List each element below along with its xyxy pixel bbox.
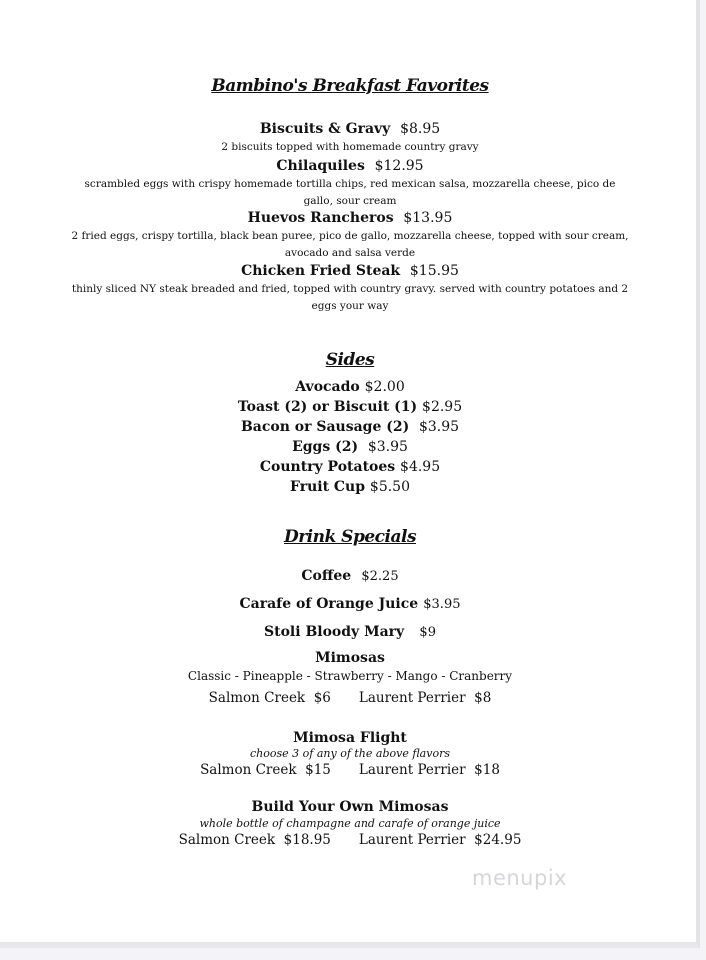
item-desc: thinly sliced NY steak breaded and fried, topped with country gravy. served with country potatoes and 2 eggs your way	[71, 283, 629, 312]
item-name: Huevos Rancheros	[247, 210, 394, 226]
drink-name: Stoli Bloody Mary	[264, 624, 405, 640]
drink-build-your-own	[0, 799, 700, 848]
drink-carafe	[0, 593, 700, 612]
side-price: $3.95	[418, 419, 460, 435]
breakfast-item-chicken-fried-steak	[0, 262, 700, 315]
item-name: Chilaquiles	[276, 158, 365, 174]
item-price: $15.95	[409, 263, 459, 279]
drink-price: $3.95	[423, 597, 461, 612]
breakfast-item-huevos	[0, 209, 700, 262]
menupix-watermark: menupix	[472, 866, 568, 890]
sides-list	[0, 377, 700, 497]
drink-name: Build Your Own Mimosas	[251, 799, 449, 815]
side-name: Country Potatoes	[259, 459, 396, 475]
side-name: Avocado	[295, 379, 360, 395]
flight-option-laurent-perrier: Laurent Perrier $18	[358, 762, 500, 778]
mimosa-option-laurent-perrier: Laurent Perrier $8	[358, 690, 492, 706]
drink-mimosa-flight	[0, 730, 700, 778]
byo-option-salmon-creek: Salmon Creek $18.95	[178, 832, 331, 848]
side-name: Fruit Cup	[290, 479, 366, 495]
byo-note: whole bottle of champagne and carafe of orange juice	[199, 817, 501, 830]
item-price: $8.95	[400, 121, 441, 137]
item-desc: scrambled eggs with crispy homemade tortilla chips, red mexican salsa, mozzarella cheese, pico de gallo, sour cream	[84, 178, 616, 207]
drink-price: $9	[419, 625, 436, 640]
breakfast-heading: Bambino's Breakfast Favorites	[211, 76, 489, 96]
drink-name: Carafe of Orange Juice	[239, 596, 419, 612]
side-price: $2.00	[364, 379, 405, 395]
drinks-heading: Drink Specials	[283, 527, 417, 547]
drink-name: Mimosas	[315, 650, 385, 666]
side-name: Eggs (2)	[292, 439, 359, 455]
flight-note: choose 3 of any of the above flavors	[250, 747, 450, 760]
breakfast-item-chilaquiles	[0, 157, 700, 210]
item-desc: 2 biscuits topped with homemade country gravy	[221, 141, 479, 153]
breakfast-item-biscuits	[0, 120, 700, 156]
flight-option-salmon-creek: Salmon Creek $15	[200, 762, 331, 778]
drink-bloody-mary	[0, 621, 700, 640]
byo-option-laurent-perrier: Laurent Perrier $24.95	[358, 832, 522, 848]
item-desc: 2 fried eggs, crispy tortilla, black bean puree, pico de gallo, mozzarella cheese, topped with sour cream, avocado and salsa verde	[71, 230, 629, 259]
side-name: Bacon or Sausage (2)	[240, 419, 410, 435]
drink-price: $2.25	[361, 569, 399, 584]
item-price: $13.95	[403, 210, 453, 226]
side-price: $2.95	[422, 399, 463, 415]
sides-heading: Sides	[325, 350, 375, 370]
mimosa-flavors: Classic - Pineapple - Strawberry - Mango - Cranberry	[187, 669, 513, 683]
mimosa-option-salmon-creek: Salmon Creek $6	[208, 690, 331, 706]
drink-name: Mimosa Flight	[293, 730, 407, 746]
side-price: $4.95	[400, 459, 441, 475]
drink-name: Coffee	[301, 568, 352, 584]
side-price: $5.50	[369, 479, 410, 495]
side-price: $3.95	[367, 439, 408, 455]
drink-mimosas	[0, 650, 700, 706]
side-name: Toast (2) or Biscuit (1)	[237, 399, 418, 415]
item-name: Biscuits & Gravy	[259, 121, 391, 137]
item-price: $12.95	[374, 158, 424, 174]
drink-coffee	[0, 565, 700, 584]
item-name: Chicken Fried Steak	[241, 263, 401, 279]
